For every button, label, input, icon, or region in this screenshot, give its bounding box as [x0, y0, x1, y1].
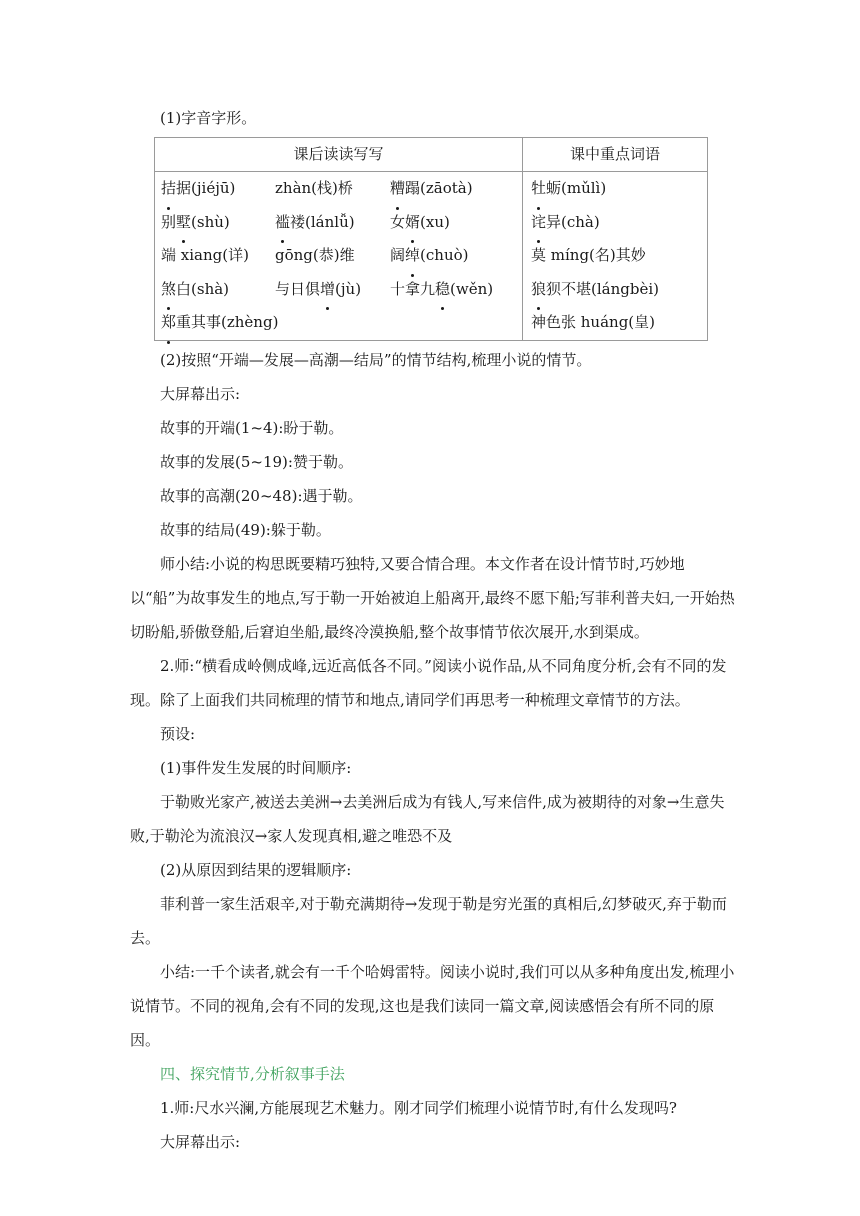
word-text: 异(chà): [546, 212, 600, 231]
word-text: (xu): [420, 212, 450, 231]
emphasized-character: 拮: [161, 172, 176, 206]
vocab-word: [531, 239, 707, 273]
word-text: 端 xiang(详): [161, 246, 249, 265]
emphasized-character: 煞: [161, 273, 176, 307]
word-text: 神色张 huáng(皇): [531, 313, 655, 332]
vocab-word: [390, 172, 473, 206]
paragraph: 大屏幕出示:: [160, 1132, 241, 1151]
word-text: 蛎(mǔlì): [546, 179, 607, 197]
vocab-word: [161, 172, 275, 206]
emphasized-character: 郑: [161, 306, 176, 340]
word-text: 别: [161, 212, 177, 231]
vocab-word: [390, 273, 493, 307]
vocab-word: [275, 206, 390, 240]
paragraph: 1.师:尺水兴澜,方能展现艺术魅力。刚才同学们梳理小说情节时,有什么发现吗?: [160, 1098, 677, 1117]
vocab-word: [161, 239, 275, 273]
vocab-word: [390, 239, 469, 273]
emphasized-character: 褴: [275, 206, 290, 240]
word-text: zhàn(栈)桥: [275, 179, 353, 197]
word-text: 与日俱: [275, 279, 321, 298]
emphasized-character: 狼: [531, 273, 546, 307]
word-text: (shù): [191, 212, 230, 231]
vocab-word: [275, 172, 390, 206]
word-text: (jù): [335, 279, 362, 298]
emphasized-character: 婿: [405, 206, 420, 240]
emphasized-character: 墅: [176, 206, 191, 240]
table-row: [161, 239, 522, 273]
table-row: [161, 306, 522, 340]
word-text: 女: [390, 212, 406, 231]
document-body: [130, 108, 742, 1159]
emphasized-character: 牡: [531, 172, 546, 206]
emphasized-character: 增: [320, 273, 335, 307]
word-text: 白(shà): [176, 279, 230, 298]
vocab-word: [275, 273, 390, 307]
paragraph: (2)从原因到结果的逻辑顺序:: [160, 860, 352, 879]
vocab-word: [531, 273, 707, 307]
table-row: [161, 206, 522, 240]
word-text: 莫 míng(名)其妙: [531, 246, 646, 265]
emphasized-character: 绰: [405, 239, 420, 273]
paragraph: 小结:一千个读者,就会有一千个哈姆雷特。阅读小说时,我们可以从多种角度出发,梳理小说情节。不同的视角,会有不同的发现,这也是我们读同一篇文章,阅读感悟会有所不同的原因。: [130, 962, 735, 1049]
section-intro: (1)字音字形。: [160, 109, 257, 127]
table-header-left: 课后读读写写: [155, 138, 523, 172]
word-text: (wěn): [450, 279, 494, 298]
paragraph: 故事的结局(49):躲于勒。: [160, 520, 331, 539]
vocabulary-table: [154, 137, 708, 341]
section-heading: 四、探究情节,分析叙事手法: [160, 1064, 345, 1083]
vocab-word: [390, 206, 450, 240]
word-text: 重其事(zhèng): [176, 313, 279, 332]
word-text: gōng(恭)维: [275, 246, 355, 265]
word-text: (chuò): [420, 246, 469, 265]
word-text: 蹋(zāotà): [405, 179, 473, 197]
word-text: 据(jiéjū): [176, 179, 236, 197]
vocab-word: [161, 206, 275, 240]
paragraphs: [130, 343, 742, 1159]
paragraph: 大屏幕出示:: [160, 384, 241, 403]
table-body-row: [155, 172, 708, 341]
paragraph: 师小结:小说的构思既要精巧独特,又要合情合理。本文作者在设计情节时,巧妙地以“船”为故事发生的地点,写于勒一开始被迫上船离开,最终不愿下船;写菲利普夫妇,一开始热切盼船,骄傲登船,后窘迫坐船,最终冷漠换船,整个故事情节依次展开,水到渠成。: [130, 554, 735, 641]
paragraph: 故事的高潮(20~48):遇于勒。: [160, 486, 363, 505]
table-row: [161, 273, 522, 307]
table-left-cell: [155, 172, 523, 341]
table-right-cell: [523, 172, 708, 341]
word-text: 十拿九: [390, 279, 436, 298]
vocab-word: [531, 206, 707, 240]
word-text: 狈不堪(lángbèi): [546, 279, 659, 298]
table-row: [161, 172, 522, 206]
vocab-word: [531, 172, 707, 206]
paragraph: (1)事件发生发展的时间顺序:: [160, 758, 352, 777]
table-header-right: 课中重点词语: [523, 138, 708, 172]
paragraph: (2)按照“开端—发展—高潮—结局”的情节结构,梳理小说的情节。: [160, 350, 592, 369]
emphasized-character: 诧: [531, 206, 546, 240]
paragraph: 故事的开端(1~4):盼于勒。: [160, 418, 344, 437]
word-text: 阔: [390, 246, 406, 265]
paragraph: 于勒败光家产,被送去美洲→去美洲后成为有钱人,写来信件,成为被期待的对象→生意失败,于勒沦为流浪汉→家人发现真相,避之唯恐不及: [130, 792, 725, 845]
table-header-row: [155, 138, 708, 172]
paragraph: 预设:: [160, 724, 196, 743]
word-text: 褛(lánlǚ): [290, 212, 355, 231]
vocab-word: [275, 239, 390, 273]
emphasized-character: 稳: [435, 273, 450, 307]
vocab-word: [161, 306, 279, 340]
vocab-word: [275, 306, 390, 340]
paragraph: 故事的发展(5~19):赞于勒。: [160, 452, 353, 471]
paragraph: 2.师:“横看成岭侧成峰,远近高低各不同。”阅读小说作品,从不同角度分析,会有不同的发现。除了上面我们共同梳理的情节和地点,请同学们再思考一种梳理文章情节的方法。: [130, 656, 727, 709]
paragraph: 菲利普一家生活艰辛,对于勒充满期待→发现于勒是穷光蛋的真相后,幻梦破灭,弃于勒而去。: [130, 894, 727, 947]
emphasized-character: 糟: [390, 172, 405, 206]
vocab-word: [161, 273, 275, 307]
vocab-word: [531, 306, 707, 340]
